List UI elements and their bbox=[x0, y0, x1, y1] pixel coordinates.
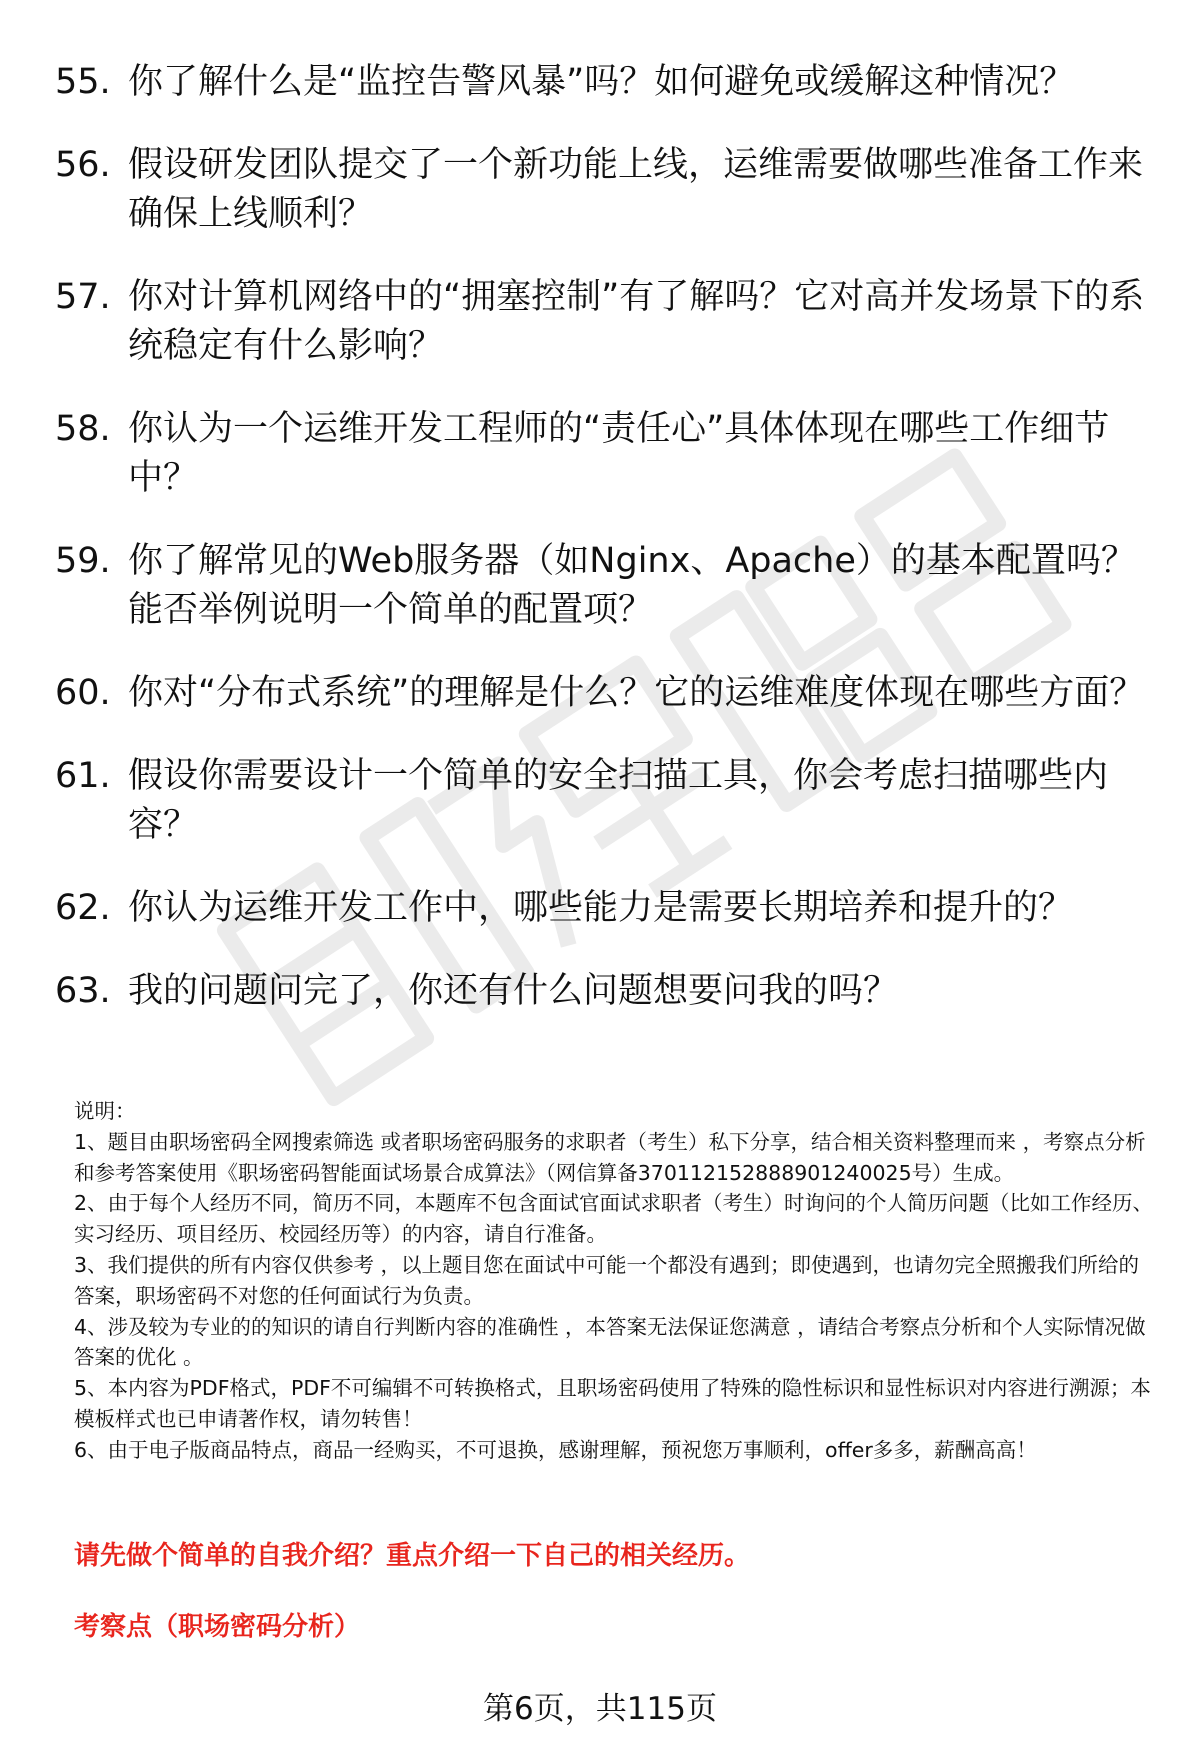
question-item bbox=[55, 405, 1145, 503]
question-item bbox=[55, 967, 1145, 1016]
notes-title: 说明： bbox=[74, 1099, 136, 1123]
question-number: 56. bbox=[55, 145, 111, 185]
question-text: 你对“分布式系统”的理解是什么？它的运维难度体现在哪些方面？ bbox=[128, 673, 1145, 713]
note-item: 2、由于每个人经历不同，简历不同，本题库不包含面试官面试求职者（考生）时询问的个人简历问题（比如工作经历、实习经历、项目经历、校园经历等）的内容，请自行准备。 bbox=[74, 1191, 1154, 1247]
question-number: 57. bbox=[55, 277, 111, 317]
question-item bbox=[55, 141, 1145, 239]
question-number: 63. bbox=[55, 971, 111, 1011]
note-item: 3、我们提供的所有内容仅供参考 ，以上题目您在面试中可能一个都没有遇到；即使遇到，也请勿完全照搬我们所给的答案，职场密码不对您的任何面试行为负责。 bbox=[74, 1252, 1140, 1308]
note-item: 6、由于电子版商品特点，商品一经购买，不可退换，感谢理解，预祝您万事顺利，offer多多，薪酬高高！ bbox=[74, 1437, 1037, 1462]
question-number: 58. bbox=[55, 409, 111, 449]
question-number: 60. bbox=[55, 673, 111, 713]
question-item bbox=[55, 669, 1145, 718]
question-text: 你对计算机网络中的“拥塞控制”有了解吗？它对高并发场景下的系统稳定有什么影响？ bbox=[128, 277, 1145, 366]
question-item bbox=[55, 273, 1145, 371]
question-number: 55. bbox=[55, 62, 111, 102]
analysis-heading: 考察点（职场密码分析） bbox=[74, 1612, 361, 1642]
question-item bbox=[55, 884, 1145, 933]
notes-section bbox=[74, 1096, 1159, 1466]
question-item bbox=[55, 752, 1145, 850]
note-item: 1、题目由职场密码全网搜索筛选 或者职场密码服务的求职者（考生）私下分享，结合相关资料整理而来 ，考察点分析和参考答案使用《职场密码智能面试场景合成算法》（网信算备370112152888901240025号）生成。 bbox=[74, 1129, 1146, 1185]
question-item bbox=[55, 58, 1145, 107]
question-list bbox=[55, 58, 1145, 1050]
question-number: 61. bbox=[55, 756, 111, 796]
question-text: 假设研发团队提交了一个新功能上线，运维需要做哪些准备工作来确保上线顺利？ bbox=[128, 145, 1144, 234]
question-text: 你认为运维开发工作中，哪些能力是需要长期培养和提升的？ bbox=[128, 888, 1074, 928]
question-item bbox=[55, 537, 1145, 635]
intro-question-heading: 请先做个简单的自我介绍？重点介绍一下自己的相关经历。 bbox=[74, 1541, 751, 1571]
question-number: 62. bbox=[55, 888, 111, 928]
note-item: 5、本内容为PDF格式，PDF不可编辑不可转换格式，且职场密码使用了特殊的隐性标识和显性标识对内容进行溯源；本模板样式也已申请著作权，请勿转售！ bbox=[74, 1376, 1151, 1431]
question-text: 你了解什么是“监控告警风暴”吗？如何避免或缓解这种情况？ bbox=[128, 62, 1075, 102]
note-item: 4、涉及较为专业的的知识的请自行判断内容的准确性 ，本答案无法保证您满意 ，请结合考察点分析和个人实际情况做答案的优化 。 bbox=[74, 1314, 1146, 1370]
question-text: 你了解常见的Web服务器（如Nginx、Apache）的基本配置吗？能否举例说明一个简单的配置项？ bbox=[128, 541, 1136, 630]
question-text: 我的问题问完了，你还有什么问题想要问我的吗？ bbox=[128, 971, 899, 1011]
question-text: 假设你需要设计一个简单的安全扫描工具，你会考虑扫描哪些内容？ bbox=[128, 756, 1109, 845]
page-footer: 第6页，共115页 bbox=[483, 1691, 717, 1727]
question-number: 59. bbox=[55, 541, 111, 581]
question-text: 你认为一个运维开发工程师的“责任心”具体体现在哪些工作细节中？ bbox=[128, 409, 1110, 498]
